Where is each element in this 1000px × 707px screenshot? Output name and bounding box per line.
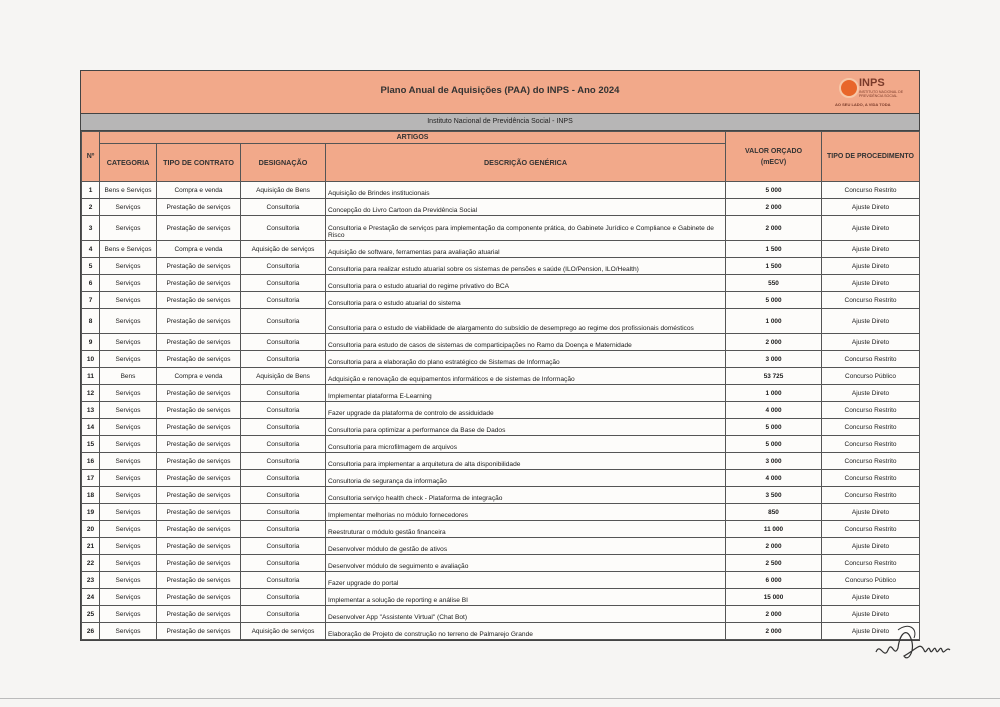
row-number: 21 [82,538,100,555]
row-descricao: Implementar melhorias no módulo fornecedores [326,504,726,521]
row-number: 4 [82,241,100,258]
row-designacao: Consultoria [241,572,326,589]
row-descricao: Consultoria para o estudo atuarial do regime privativo do BCA [326,275,726,292]
table-row [82,402,920,419]
row-procedimento: Concurso Restrito [822,292,920,309]
row-descricao: Implementar plataforma E-Learning [326,385,726,402]
table-row [82,521,920,538]
table-row [82,275,920,292]
row-number: 3 [82,216,100,241]
row-tipo-contrato: Prestação de serviços [157,419,241,436]
table-row [82,470,920,487]
col-header-num: Nº [82,132,100,182]
row-tipo-contrato: Prestação de serviços [157,572,241,589]
row-valor: 1 000 [726,385,822,402]
row-number: 2 [82,199,100,216]
row-tipo-contrato: Prestação de serviços [157,351,241,368]
row-valor: 5 000 [726,436,822,453]
row-number: 26 [82,623,100,640]
row-valor: 2 000 [726,623,822,640]
row-procedimento: Concurso Público [822,368,920,385]
row-procedimento: Ajuste Direto [822,504,920,521]
row-descricao: Reestruturar o módulo gestão financeira [326,521,726,538]
row-descricao: Aquisição de Brindes institucionais [326,182,726,199]
row-categoria: Serviços [100,521,157,538]
table-row [82,351,920,368]
row-procedimento: Concurso Restrito [822,402,920,419]
row-designacao: Consultoria [241,555,326,572]
row-valor: 1 500 [726,241,822,258]
row-tipo-contrato: Prestação de serviços [157,470,241,487]
table-row [82,572,920,589]
row-descricao: Implementar a solução de reporting e análise BI [326,589,726,606]
row-procedimento: Ajuste Direto [822,241,920,258]
row-categoria: Bens e Serviços [100,241,157,258]
row-designacao: Consultoria [241,334,326,351]
table-row [82,182,920,199]
row-valor: 2 000 [726,199,822,216]
row-categoria: Serviços [100,623,157,640]
col-header-categoria: CATEGORIA [100,144,157,182]
row-categoria: Serviços [100,402,157,419]
row-tipo-contrato: Prestação de serviços [157,402,241,419]
row-valor: 550 [726,275,822,292]
row-number: 1 [82,182,100,199]
row-designacao: Aquisição de serviços [241,241,326,258]
row-tipo-contrato: Prestação de serviços [157,487,241,504]
row-tipo-contrato: Prestação de serviços [157,538,241,555]
row-number: 9 [82,334,100,351]
row-valor: 2 000 [726,216,822,241]
row-categoria: Serviços [100,216,157,241]
table-row [82,589,920,606]
row-procedimento: Ajuste Direto [822,623,920,640]
row-descricao: Fazer upgrade da plataforma de controlo de assiduidade [326,402,726,419]
row-tipo-contrato: Prestação de serviços [157,606,241,623]
table-row [82,385,920,402]
row-designacao: Consultoria [241,521,326,538]
acquisitions-table [81,131,920,640]
row-number: 7 [82,292,100,309]
row-categoria: Serviços [100,419,157,436]
institution-name: Instituto Nacional de Previdência Social - INPS [81,114,919,131]
row-valor: 4 000 [726,402,822,419]
row-procedimento: Ajuste Direto [822,334,920,351]
row-categoria: Bens [100,368,157,385]
table-row [82,199,920,216]
table-row [82,241,920,258]
row-tipo-contrato: Prestação de serviços [157,436,241,453]
row-tipo-contrato: Prestação de serviços [157,385,241,402]
row-designacao: Aquisição de Bens [241,368,326,385]
row-number: 25 [82,606,100,623]
row-categoria: Serviços [100,258,157,275]
row-categoria: Serviços [100,538,157,555]
row-valor: 2 000 [726,334,822,351]
row-number: 17 [82,470,100,487]
table-row [82,504,920,521]
row-categoria: Serviços [100,385,157,402]
row-designacao: Consultoria [241,589,326,606]
row-tipo-contrato: Prestação de serviços [157,275,241,292]
col-header-designacao: DESIGNAÇÃO [241,144,326,182]
row-tipo-contrato: Prestação de serviços [157,334,241,351]
table-row [82,453,920,470]
row-procedimento: Concurso Restrito [822,487,920,504]
row-valor: 3 000 [726,453,822,470]
row-valor: 1 500 [726,258,822,275]
row-categoria: Serviços [100,351,157,368]
row-tipo-contrato: Prestação de serviços [157,521,241,538]
row-descricao: Elaboração de Projeto de construção no terreno de Palmarejo Grande [326,623,726,640]
row-number: 12 [82,385,100,402]
row-descricao: Concepção do Livro Cartoon da Previdência Social [326,199,726,216]
row-number: 24 [82,589,100,606]
row-valor: 5 000 [726,292,822,309]
row-tipo-contrato: Compra e venda [157,368,241,385]
table-row [82,436,920,453]
row-number: 5 [82,258,100,275]
signature [868,612,968,672]
row-number: 11 [82,368,100,385]
row-procedimento: Ajuste Direto [822,606,920,623]
row-designacao: Consultoria [241,504,326,521]
row-valor: 4 000 [726,470,822,487]
row-designacao: Consultoria [241,436,326,453]
row-number: 18 [82,487,100,504]
row-categoria: Serviços [100,334,157,351]
row-number: 10 [82,351,100,368]
row-descricao: Consultoria para realizar estudo atuarial sobre os sistemas de pensões e saúde (ILO/Pension, ILO/Health) [326,258,726,275]
row-procedimento: Ajuste Direto [822,309,920,334]
row-designacao: Consultoria [241,199,326,216]
page-bottom-rule [0,698,1000,699]
row-procedimento: Concurso Restrito [822,555,920,572]
row-descricao: Fazer upgrade do portal [326,572,726,589]
row-procedimento: Ajuste Direto [822,538,920,555]
col-header-descricao: DESCRIÇÃO GENÉRICA [326,144,726,182]
row-categoria: Serviços [100,309,157,334]
table-row [82,623,920,640]
row-tipo-contrato: Prestação de serviços [157,199,241,216]
logo-mark-icon [839,78,859,98]
row-tipo-contrato: Prestação de serviços [157,453,241,470]
row-categoria: Serviços [100,453,157,470]
row-designacao: Consultoria [241,470,326,487]
row-valor: 850 [726,504,822,521]
table-row [82,309,920,334]
row-categoria: Serviços [100,292,157,309]
col-header-tipo-contrato: TIPO DE CONTRATO [157,144,241,182]
row-categoria: Serviços [100,199,157,216]
row-categoria: Serviços [100,504,157,521]
row-valor: 15 000 [726,589,822,606]
row-designacao: Consultoria [241,309,326,334]
page-title: Plano Anual de Aquisições (PAA) do INPS - Ano 2024 [380,85,620,96]
row-tipo-contrato: Compra e venda [157,241,241,258]
row-designacao: Consultoria [241,538,326,555]
row-categoria: Serviços [100,436,157,453]
row-categoria: Serviços [100,275,157,292]
row-designacao: Aquisição de serviços [241,623,326,640]
row-procedimento: Concurso Público [822,572,920,589]
row-procedimento: Ajuste Direto [822,258,920,275]
row-tipo-contrato: Compra e venda [157,182,241,199]
row-descricao: Adquisição e renovação de equipamentos informáticos e de sistemas de Informação [326,368,726,385]
row-valor: 6 000 [726,572,822,589]
row-categoria: Serviços [100,589,157,606]
row-valor: 1 000 [726,309,822,334]
row-procedimento: Ajuste Direto [822,199,920,216]
row-number: 15 [82,436,100,453]
document-sheet [80,70,920,641]
row-procedimento: Concurso Restrito [822,453,920,470]
row-procedimento: Concurso Restrito [822,436,920,453]
col-header-artigos: ARTIGOS [100,132,726,144]
row-procedimento: Ajuste Direto [822,216,920,241]
title-bar [81,71,919,114]
table-row [82,487,920,504]
row-descricao: Consultoria serviço health check - Plataforma de integração [326,487,726,504]
row-procedimento: Ajuste Direto [822,385,920,402]
row-descricao: Consultoria para o estudo de viabilidade de alargamento do subsídio de desemprego ao regime dos profissionais domésticos [326,309,726,334]
row-designacao: Consultoria [241,258,326,275]
row-tipo-contrato: Prestação de serviços [157,589,241,606]
row-valor: 2 500 [726,555,822,572]
row-valor: 2 000 [726,538,822,555]
table-row [82,606,920,623]
row-designacao: Consultoria [241,419,326,436]
row-designacao: Consultoria [241,275,326,292]
row-number: 13 [82,402,100,419]
table-row [82,368,920,385]
logo-subtitle: INSTITUTO NACIONAL DE PREVIDÊNCIA SOCIAL [859,90,904,98]
row-number: 14 [82,419,100,436]
col-header-valor-unit: (mECV) [760,158,787,166]
row-number: 22 [82,555,100,572]
logo-name: INPS [859,77,885,89]
row-valor: 3 000 [726,351,822,368]
row-descricao: Consultoria para estudo de casos de sistemas de comparticipações no Ramo da Doença e Maternidade [326,334,726,351]
row-number: 19 [82,504,100,521]
row-procedimento: Concurso Restrito [822,419,920,436]
row-descricao: Desenvolver módulo de gestão de ativos [326,538,726,555]
row-valor: 3 500 [726,487,822,504]
logo-motto: AO SEU LADO, A VIDA TODA [835,102,891,107]
row-tipo-contrato: Prestação de serviços [157,258,241,275]
row-number: 20 [82,521,100,538]
row-number: 8 [82,309,100,334]
row-tipo-contrato: Prestação de serviços [157,623,241,640]
col-header-valor-label: VALOR ORÇADO [744,147,803,155]
row-descricao: Consultoria para implementar a arquitetura de alta disponibilidade [326,453,726,470]
row-categoria: Bens e Serviços [100,182,157,199]
row-descricao: Consultoria e Prestação de serviços para implementação da componente prática, do Gabinete Jurídico e Compliance e Gabinete de Risco [326,216,726,241]
row-tipo-contrato: Prestação de serviços [157,555,241,572]
row-designacao: Consultoria [241,453,326,470]
row-categoria: Serviços [100,470,157,487]
table-row [82,216,920,241]
row-categoria: Serviços [100,572,157,589]
row-tipo-contrato: Prestação de serviços [157,292,241,309]
row-number: 6 [82,275,100,292]
table-row [82,334,920,351]
row-descricao: Desenvolver módulo de seguimento e avaliação [326,555,726,572]
row-tipo-contrato: Prestação de serviços [157,309,241,334]
row-procedimento: Concurso Restrito [822,521,920,538]
row-valor: 11 000 [726,521,822,538]
row-descricao: Consultoria para a elaboração do plano estratégico de Sistemas de Informação [326,351,726,368]
col-header-valor [726,132,822,182]
row-categoria: Serviços [100,555,157,572]
table-row [82,538,920,555]
row-descricao: Desenvolver App "Assistente Virtual" (Chat Bot) [326,606,726,623]
row-designacao: Consultoria [241,402,326,419]
table-row [82,258,920,275]
row-number: 23 [82,572,100,589]
row-designacao: Consultoria [241,606,326,623]
row-procedimento: Concurso Restrito [822,182,920,199]
row-designacao: Consultoria [241,216,326,241]
row-valor: 53 725 [726,368,822,385]
row-tipo-contrato: Prestação de serviços [157,504,241,521]
row-valor: 5 000 [726,182,822,199]
table-body [82,182,920,640]
row-tipo-contrato: Prestação de serviços [157,216,241,241]
table-row [82,555,920,572]
row-descricao: Aquisição de software, ferramentas para avaliação atuarial [326,241,726,258]
row-designacao: Consultoria [241,385,326,402]
row-procedimento: Concurso Restrito [822,351,920,368]
row-descricao: Consultoria para microfilmagem de arquivos [326,436,726,453]
col-header-procedimento: TIPO DE PROCEDIMENTO [822,132,920,182]
row-designacao: Aquisição de Bens [241,182,326,199]
row-designacao: Consultoria [241,351,326,368]
row-procedimento: Ajuste Direto [822,275,920,292]
row-valor: 2 000 [726,606,822,623]
row-valor: 5 000 [726,419,822,436]
row-descricao: Consultoria para optimizar a performance da Base de Dados [326,419,726,436]
row-number: 16 [82,453,100,470]
row-designacao: Consultoria [241,487,326,504]
table-row [82,419,920,436]
table-row [82,292,920,309]
row-procedimento: Ajuste Direto [822,589,920,606]
row-procedimento: Concurso Restrito [822,470,920,487]
row-categoria: Serviços [100,606,157,623]
row-descricao: Consultoria de segurança da informação [326,470,726,487]
row-designacao: Consultoria [241,292,326,309]
inps-logo [835,75,913,109]
row-categoria: Serviços [100,487,157,504]
row-descricao: Consultoria para o estudo atuarial do sistema [326,292,726,309]
